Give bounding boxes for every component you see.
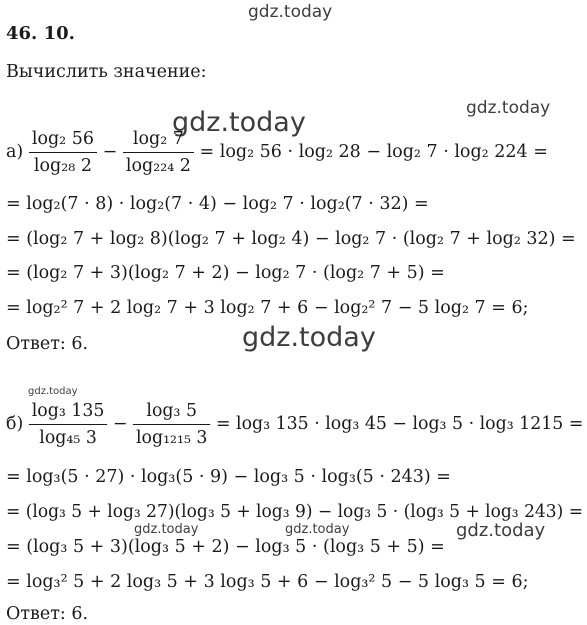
fraction-denominator: log₁₂₁₅ 3 bbox=[135, 428, 208, 448]
fraction-numerator: log₂ 7 bbox=[123, 128, 194, 153]
fraction-denominator: log₂₂₄ 2 bbox=[125, 156, 191, 176]
watermark: gdz.today bbox=[285, 522, 350, 537]
part-a-fraction-1 bbox=[29, 128, 97, 177]
watermark: gdz.today bbox=[134, 522, 199, 537]
part-b-line: = log₃² 5 + 2 log₃ 5 + 3 log₃ 5 + 6 − log₃² 5 − 5 log₃ 5 = 6; bbox=[6, 572, 529, 592]
part-b-fraction-1 bbox=[29, 400, 108, 449]
fraction-denominator: log₄₅ 3 bbox=[39, 428, 97, 448]
part-b-fraction-2 bbox=[133, 400, 210, 449]
watermark: gdz.today bbox=[28, 386, 78, 397]
part-a-label: а) bbox=[6, 142, 24, 162]
minus-sign: − bbox=[102, 142, 118, 162]
problem-statement: Вычислить значение: bbox=[6, 62, 207, 82]
minus-sign: − bbox=[112, 414, 128, 434]
part-b-label: б) bbox=[6, 414, 24, 434]
part-b-first-line bbox=[6, 400, 583, 449]
fraction-numerator: log₂ 56 bbox=[29, 128, 97, 153]
part-b-line: = log₃(5 · 27) · log₃(5 · 9) − log₃ 5 · log₃(5 · 243) = bbox=[6, 467, 451, 487]
part-a-line: = (log₂ 7 + 3)(log₂ 7 + 2) − log₂ 7 · (log₂ 7 + 5) = bbox=[6, 263, 445, 283]
part-b-line: = (log₃ 5 + log₃ 27)(log₃ 5 + log₃ 9) − log₃ 5 · (log₃ 5 + log₃ 243) = bbox=[6, 502, 583, 522]
watermark: gdz.today bbox=[456, 520, 546, 541]
part-a-line: = (log₂ 7 + log₂ 8)(log₂ 7 + log₂ 4) − log₂ 7 · (log₂ 7 + log₂ 32) = bbox=[6, 229, 576, 249]
part-b-line: = (log₃ 5 + 3)(log₃ 5 + 2) − log₃ 5 · (log₃ 5 + 5) = bbox=[6, 537, 445, 557]
part-a-answer: Ответ: 6. bbox=[6, 334, 89, 354]
watermark: gdz.today bbox=[172, 107, 306, 138]
part-b-answer: Ответ: 6. bbox=[6, 604, 89, 624]
problem-number: 46. 10. bbox=[6, 23, 75, 44]
watermark: gdz.today bbox=[242, 322, 376, 353]
part-a-first-line bbox=[6, 128, 548, 177]
part-a-line: = log₂(7 · 8) · log₂(7 · 4) − log₂ 7 · log₂(7 · 32) = bbox=[6, 194, 429, 214]
equation-continuation: = log₃ 135 · log₃ 45 − log₃ 5 · log₃ 1215 = bbox=[215, 414, 584, 434]
part-a-fraction-2 bbox=[123, 128, 194, 177]
equation-continuation: = log₂ 56 · log₂ 28 − log₂ 7 · log₂ 224 = bbox=[199, 142, 548, 162]
fraction-denominator: log₂₈ 2 bbox=[33, 156, 92, 176]
watermark: gdz.today bbox=[248, 2, 333, 22]
watermark: gdz.today bbox=[466, 98, 551, 118]
fraction-numerator: log₃ 135 bbox=[29, 400, 108, 425]
fraction-numerator: log₃ 5 bbox=[133, 400, 210, 425]
part-a-line: = log₂² 7 + 2 log₂ 7 + 3 log₂ 7 + 6 − log₂² 7 − 5 log₂ 7 = 6; bbox=[6, 298, 529, 318]
